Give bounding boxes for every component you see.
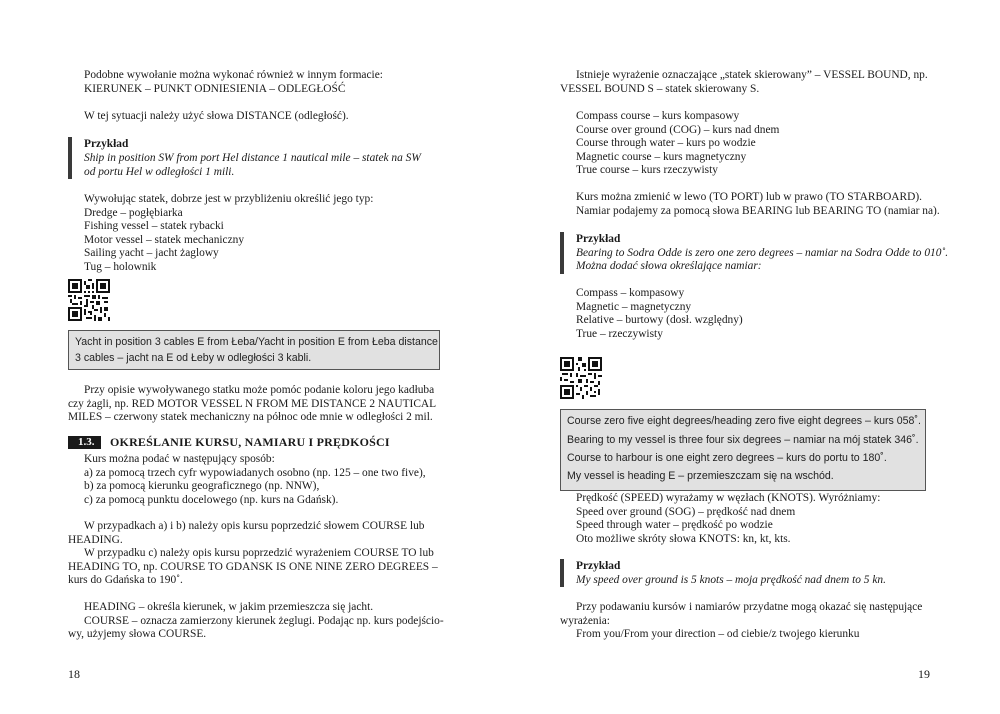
list-item: Compass course – kurs kompasowy [576,110,740,122]
paragraph: Przy podawaniu kursów i namiarów przydatne mogą okazać się następujące [576,601,923,613]
paragraph: wy, użyjemy słowa COURSE. [68,628,207,640]
list-item: Magnetic – magnetyczny [576,301,692,313]
list-item: c) za pomocą punktu docelowego (np. kurs na Gdańsk). [84,494,339,506]
example-text: Ship in position SW from port Hel distance 1 nautical mile – statek na SW [84,152,421,164]
list-item: True course – kurs rzeczywisty [576,164,718,176]
list-item: Speed over ground (SOG) – prędkość nad dnem [576,506,796,518]
paragraph: W przypadku c) należy opis kursu poprzedzić wyrażeniem COURSE TO lub [84,547,434,559]
list-item: From you/From your direction – od ciebie/z twojego kierunku [576,628,860,640]
example-title: Przykład [576,560,621,572]
example-box [560,409,926,491]
paragraph: czy żagli, np. RED MOTOR VESSEL N FROM ME DISTANCE 2 NAUTICAL [68,398,437,410]
list-item: Compass – kompasowy [576,287,685,299]
qr-code-icon[interactable] [68,279,110,321]
paragraph: W przypadkach a) i b) należy opis kursu poprzedzić słowem COURSE lub [84,520,425,532]
paragraph: Istnieje wyrażenie oznaczające „statek skierowany” – VESSEL BOUND, np. [576,69,928,81]
paragraph: Podobne wywołanie można wykonać również w innym formacie: [84,69,383,81]
page-number: 18 [68,667,80,681]
example-box [68,330,440,370]
list-item: Relative – burtowy (dosł. względny) [576,314,743,326]
example-text: My speed over ground is 5 knots – moja prędkość nad dnem to 5 kn. [576,574,886,586]
list-item: Tug – holownik [84,261,157,273]
box-line: Course zero five eight degrees/heading zero five eight degrees – kurs 058˚. [567,415,921,427]
example-text: od portu Hel w odległości 1 mili. [84,166,235,178]
paragraph: kurs do Gdańska to 190˚. [68,574,183,586]
paragraph: wyrażenia: [560,615,610,627]
paragraph: HEADING. [68,534,123,546]
paragraph: Wywołując statek, dobrze jest w przybliżeniu określić jego typ: [84,193,374,205]
example-text: Można dodać słowa określające namiar: [576,260,762,272]
qr-code-icon[interactable] [560,357,602,399]
example-bar [560,232,564,274]
paragraph: HEADING – określa kierunek, w jakim przemieszcza się jacht. [84,601,374,613]
list-item: Course through water – kurs po wodzie [576,137,756,149]
paragraph: COURSE – oznacza zamierzony kierunek żeglugi. Podając np. kurs podejścio- [84,615,444,627]
paragraph: Kurs można zmienić w lewo (TO PORT) lub w prawo (TO STARBOARD). [576,191,922,203]
paragraph: Oto możliwe skróty słowa KNOTS: kn, kt, kts. [576,533,791,545]
list-item: b) za pomocą kierunku geograficznego (np. NNW), [84,480,320,492]
paragraph: KIERUNEK – PUNKT ODNIESIENIA – ODLEGŁOŚĆ [84,83,346,95]
list-item: Sailing yacht – jacht żaglowy [84,247,219,259]
paragraph: W tej sytuacji należy użyć słowa DISTANCE (odległość). [84,110,349,122]
paragraph: HEADING TO, np. COURSE TO GDANSK IS ONE NINE ZERO DEGREES – [68,561,438,573]
example-title: Przykład [576,233,621,245]
list-item: True – rzeczywisty [576,328,663,340]
example-title: Przykład [84,138,129,150]
list-item: a) za pomocą trzech cyfr wypowiadanych osobno (np. 125 – one two five), [84,467,426,479]
list-item: Course over ground (COG) – kurs nad dnem [576,124,780,136]
paragraph: Przy opisie wywoływanego statku może pomóc podanie koloru jego kadłuba [84,384,435,396]
page-number: 19 [918,667,930,681]
list-item: Dredge – pogłębiarka [84,207,183,219]
example-text: Bearing to Sodra Odde is zero one zero degrees – namiar na Sodra Odde to 010˚. [576,247,949,259]
list-item: Magnetic course – kurs magnetyczny [576,151,747,163]
box-line: My vessel is heading E – przemieszczam się na wschód. [567,470,834,482]
section-number: 1.3. [68,436,101,449]
paragraph: Prędkość (SPEED) wyrażamy w węzłach (KNOTS). Wyróżniamy: [576,492,881,504]
paragraph: Namiar podajemy za pomocą słowa BEARING lub BEARING TO (namiar na). [576,205,940,217]
paragraph: Kurs można podać w następujący sposób: [84,453,275,465]
box-line: Course to harbour is one eight zero degrees – kurs do portu to 180˚. [567,452,887,464]
example-bar [560,559,564,587]
box-line: 3 cables – jacht na E od Łeby w odległości 3 kabli. [75,352,312,364]
paragraph: MILES – czerwony statek mechaniczny na północ ode mnie w odległości 2 mil. [68,411,433,423]
box-line: Bearing to my vessel is three four six degrees – namiar na mój statek 346˚. [567,434,919,446]
section-title: OKREŚLANIE KURSU, NAMIARU I PRĘDKOŚCI [110,435,390,449]
example-bar [68,137,72,179]
list-item: Motor vessel – statek mechaniczny [84,234,245,246]
box-line: Yacht in position 3 cables E from Łeba/Yacht in position E from Łeba distance [75,336,438,348]
list-item: Speed through water – prędkość po wodzie [576,519,773,531]
paragraph: VESSEL BOUND S – statek skierowany S. [560,83,760,95]
right-page [500,0,1000,714]
list-item: Fishing vessel – statek rybacki [84,220,224,232]
